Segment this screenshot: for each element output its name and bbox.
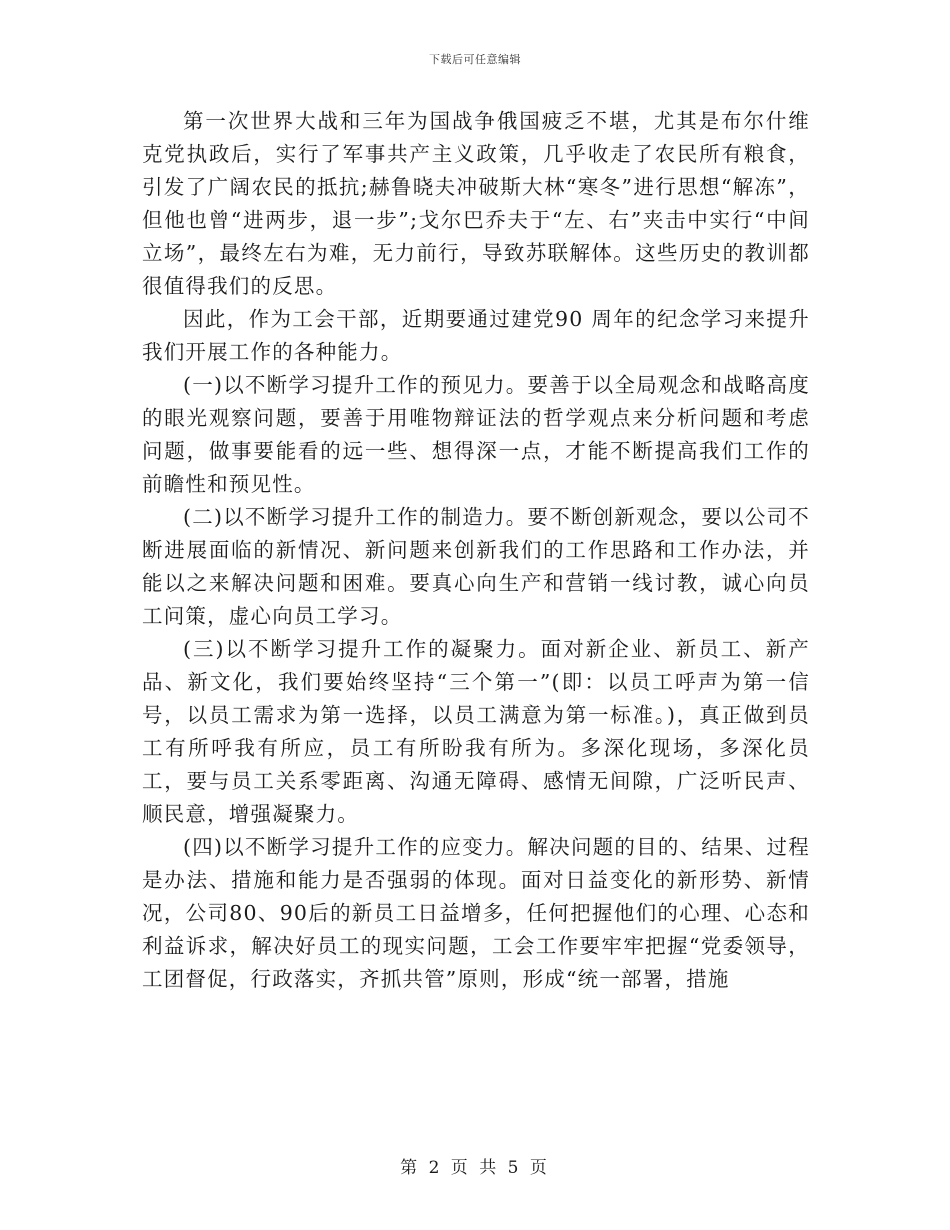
page-header: 下载后可任意编辑 <box>429 53 521 66</box>
page-number-footer: 第 2 页 共 5 页 <box>400 1158 550 1178</box>
paragraph: (二)以不断学习提升工作的制造力。要不断创新观念，要以公司不断进展面临的新情况、新问题来创新我们的工作思路和工作办法，并能以之来解决问题和困难。要真心向生产和营销一线讨教，诚心向员工问策，虚心向员工学习。 <box>142 505 810 628</box>
document-body <box>142 105 810 996</box>
paragraph: (四)以不断学习提升工作的应变力。解决问题的目的、结果、过程是办法、措施和能力是否强弱的体现。面对日益变化的新形势、新情况，公司80、90后的新员工日益增多，任何把握他们的心理、心态和利益诉求，解决好员工的现实问题，工会工作要牢牢把握“党委领导，工团督促，行政落实，齐抓共管”原则，形成“统一部署，措施 <box>142 835 810 991</box>
paragraph: 第一次世界大战和三年为国战争俄国疲乏不堪，尤其是布尔什维克党执政后，实行了军事共产主义政策，几乎收走了农民所有粮食，引发了广阔农民的抵抗;赫鲁晓夫冲破斯大林“寒冬”进行思想“解冻”，但他也曾“进两步，退一步”;戈尔巴乔夫于“左、右”夹击中实行“中间立场”，最终左右为难，无力前行，导致苏联解体。这些历史的教训都很值得我们的反思。 <box>142 109 810 298</box>
paragraph: 因此，作为工会干部，近期要通过建党90 周年的纪念学习来提升我们开展工作的各种能力。 <box>142 307 810 364</box>
paragraph: (一)以不断学习提升工作的预见力。要善于以全局观念和战略高度的眼光观察问题，要善于用唯物辩证法的哲学观点来分析问题和考虑问题，做事要能看的远一些、想得深一点，才能不断提高我们工作的前瞻性和预见性。 <box>142 373 810 496</box>
paragraph: (三)以不断学习提升工作的凝聚力。面对新企业、新员工、新产品、新文化，我们要始终坚持“三个第一”(即：以员工呼声为第一信号，以员工需求为第一选择，以员工满意为第一标准。)，真正做到员工有所呼我有所应，员工有所盼我有所为。多深化现场，多深化员工，要与员工关系零距离、沟通无障碍、感情无间隙，广泛听民声、顺民意，增强凝聚力。 <box>142 637 810 826</box>
